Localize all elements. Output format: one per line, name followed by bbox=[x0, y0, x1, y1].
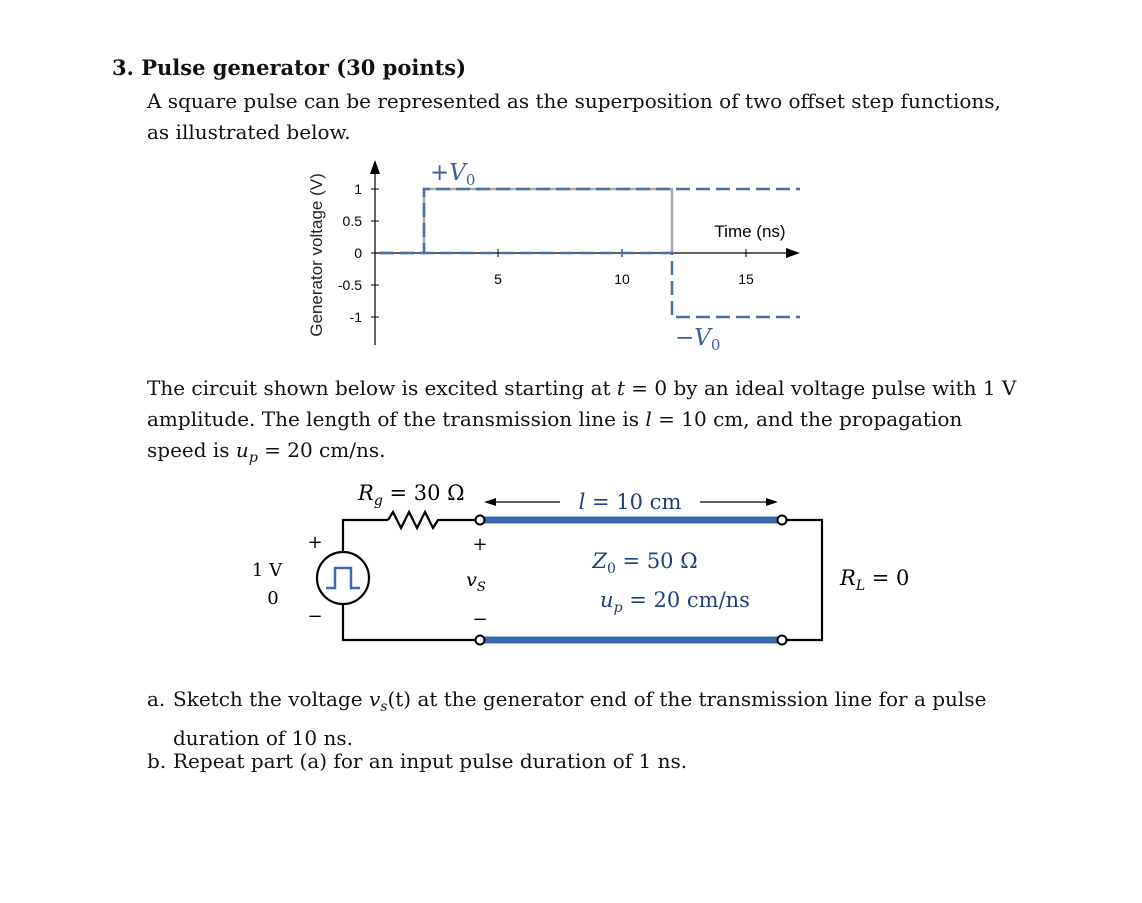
source-low-label: 0 bbox=[267, 588, 279, 609]
positive-step-trace bbox=[380, 189, 800, 253]
terminal-input-top bbox=[476, 516, 485, 525]
rg-resistor bbox=[388, 512, 475, 528]
waveform-y-arrow bbox=[370, 160, 380, 174]
up-label: $u_p = 20$ cm/ns bbox=[600, 588, 750, 616]
vs-plus: + bbox=[472, 534, 488, 555]
z0-label: $Z_0 = 50$ Ω bbox=[592, 549, 698, 577]
problem-heading: 3. Pulse generator (30 points) bbox=[112, 55, 467, 80]
circuit-description: The circuit shown below is excited starting at t = 0 by an ideal voltage pulse with 1 V amplitude. The length of the transmission line is l = 10 cm, and the propagation speed is $u_p = 20$ cm/ns. bbox=[147, 376, 1017, 466]
waveform-xlabel: Time (ns) bbox=[714, 222, 786, 241]
length-label: l = 10 cm bbox=[578, 490, 682, 514]
source-plus: + bbox=[307, 532, 323, 553]
xtick-label-15: 15 bbox=[738, 271, 754, 287]
terminal-load-top bbox=[778, 516, 787, 525]
rg-label: $R_g = 30$ Ω bbox=[358, 481, 465, 509]
plus-v0-label: $+V_0$ bbox=[430, 160, 476, 189]
terminal-load-bottom bbox=[778, 636, 787, 645]
square-pulse-trace bbox=[424, 189, 672, 253]
question-part-b: b. Repeat part (a) for an input pulse duration of 1 ns. bbox=[147, 749, 688, 773]
vs-minus: − bbox=[472, 609, 488, 630]
vs-label: $v_S$ bbox=[466, 569, 486, 595]
load-short-wire bbox=[787, 520, 822, 640]
ytick-label-neg0.5: -0.5 bbox=[337, 277, 362, 293]
negative-step-trace bbox=[380, 253, 800, 317]
intro-paragraph: A square pulse can be represented as the superposition of two offset step functions, as illustrated below. bbox=[147, 89, 1001, 144]
source-high-label: 1 V bbox=[251, 560, 283, 581]
ytick-label-0.5: 0.5 bbox=[342, 213, 362, 229]
waveform-x-arrow bbox=[786, 248, 800, 258]
ytick-label-neg1: -1 bbox=[349, 309, 362, 325]
ytick-label-0: 0 bbox=[354, 245, 362, 261]
waveform-ylabel: Generator voltage (V) bbox=[307, 173, 326, 337]
question-part-a: a. Sketch the voltage $v_s(t)$ at the generator end of the transmission line for a pulse duration of 10 ns. bbox=[147, 687, 987, 750]
source-bottom-wire bbox=[343, 595, 475, 640]
length-arrowhead-right bbox=[766, 498, 778, 506]
pulse-waveform-figure bbox=[300, 150, 810, 360]
ytick-label-1: 1 bbox=[354, 181, 362, 197]
terminal-input-bottom bbox=[476, 636, 485, 645]
length-arrowhead-left bbox=[484, 498, 496, 506]
minus-v0-label: $-V_0$ bbox=[675, 325, 721, 354]
rl-label: $R_L = 0$ bbox=[840, 566, 910, 594]
pulse-source bbox=[317, 552, 369, 604]
source-minus: − bbox=[307, 606, 323, 627]
xtick-label-10: 10 bbox=[614, 271, 630, 287]
xtick-label-5: 5 bbox=[494, 271, 502, 287]
transmission-line-circuit bbox=[240, 470, 940, 655]
